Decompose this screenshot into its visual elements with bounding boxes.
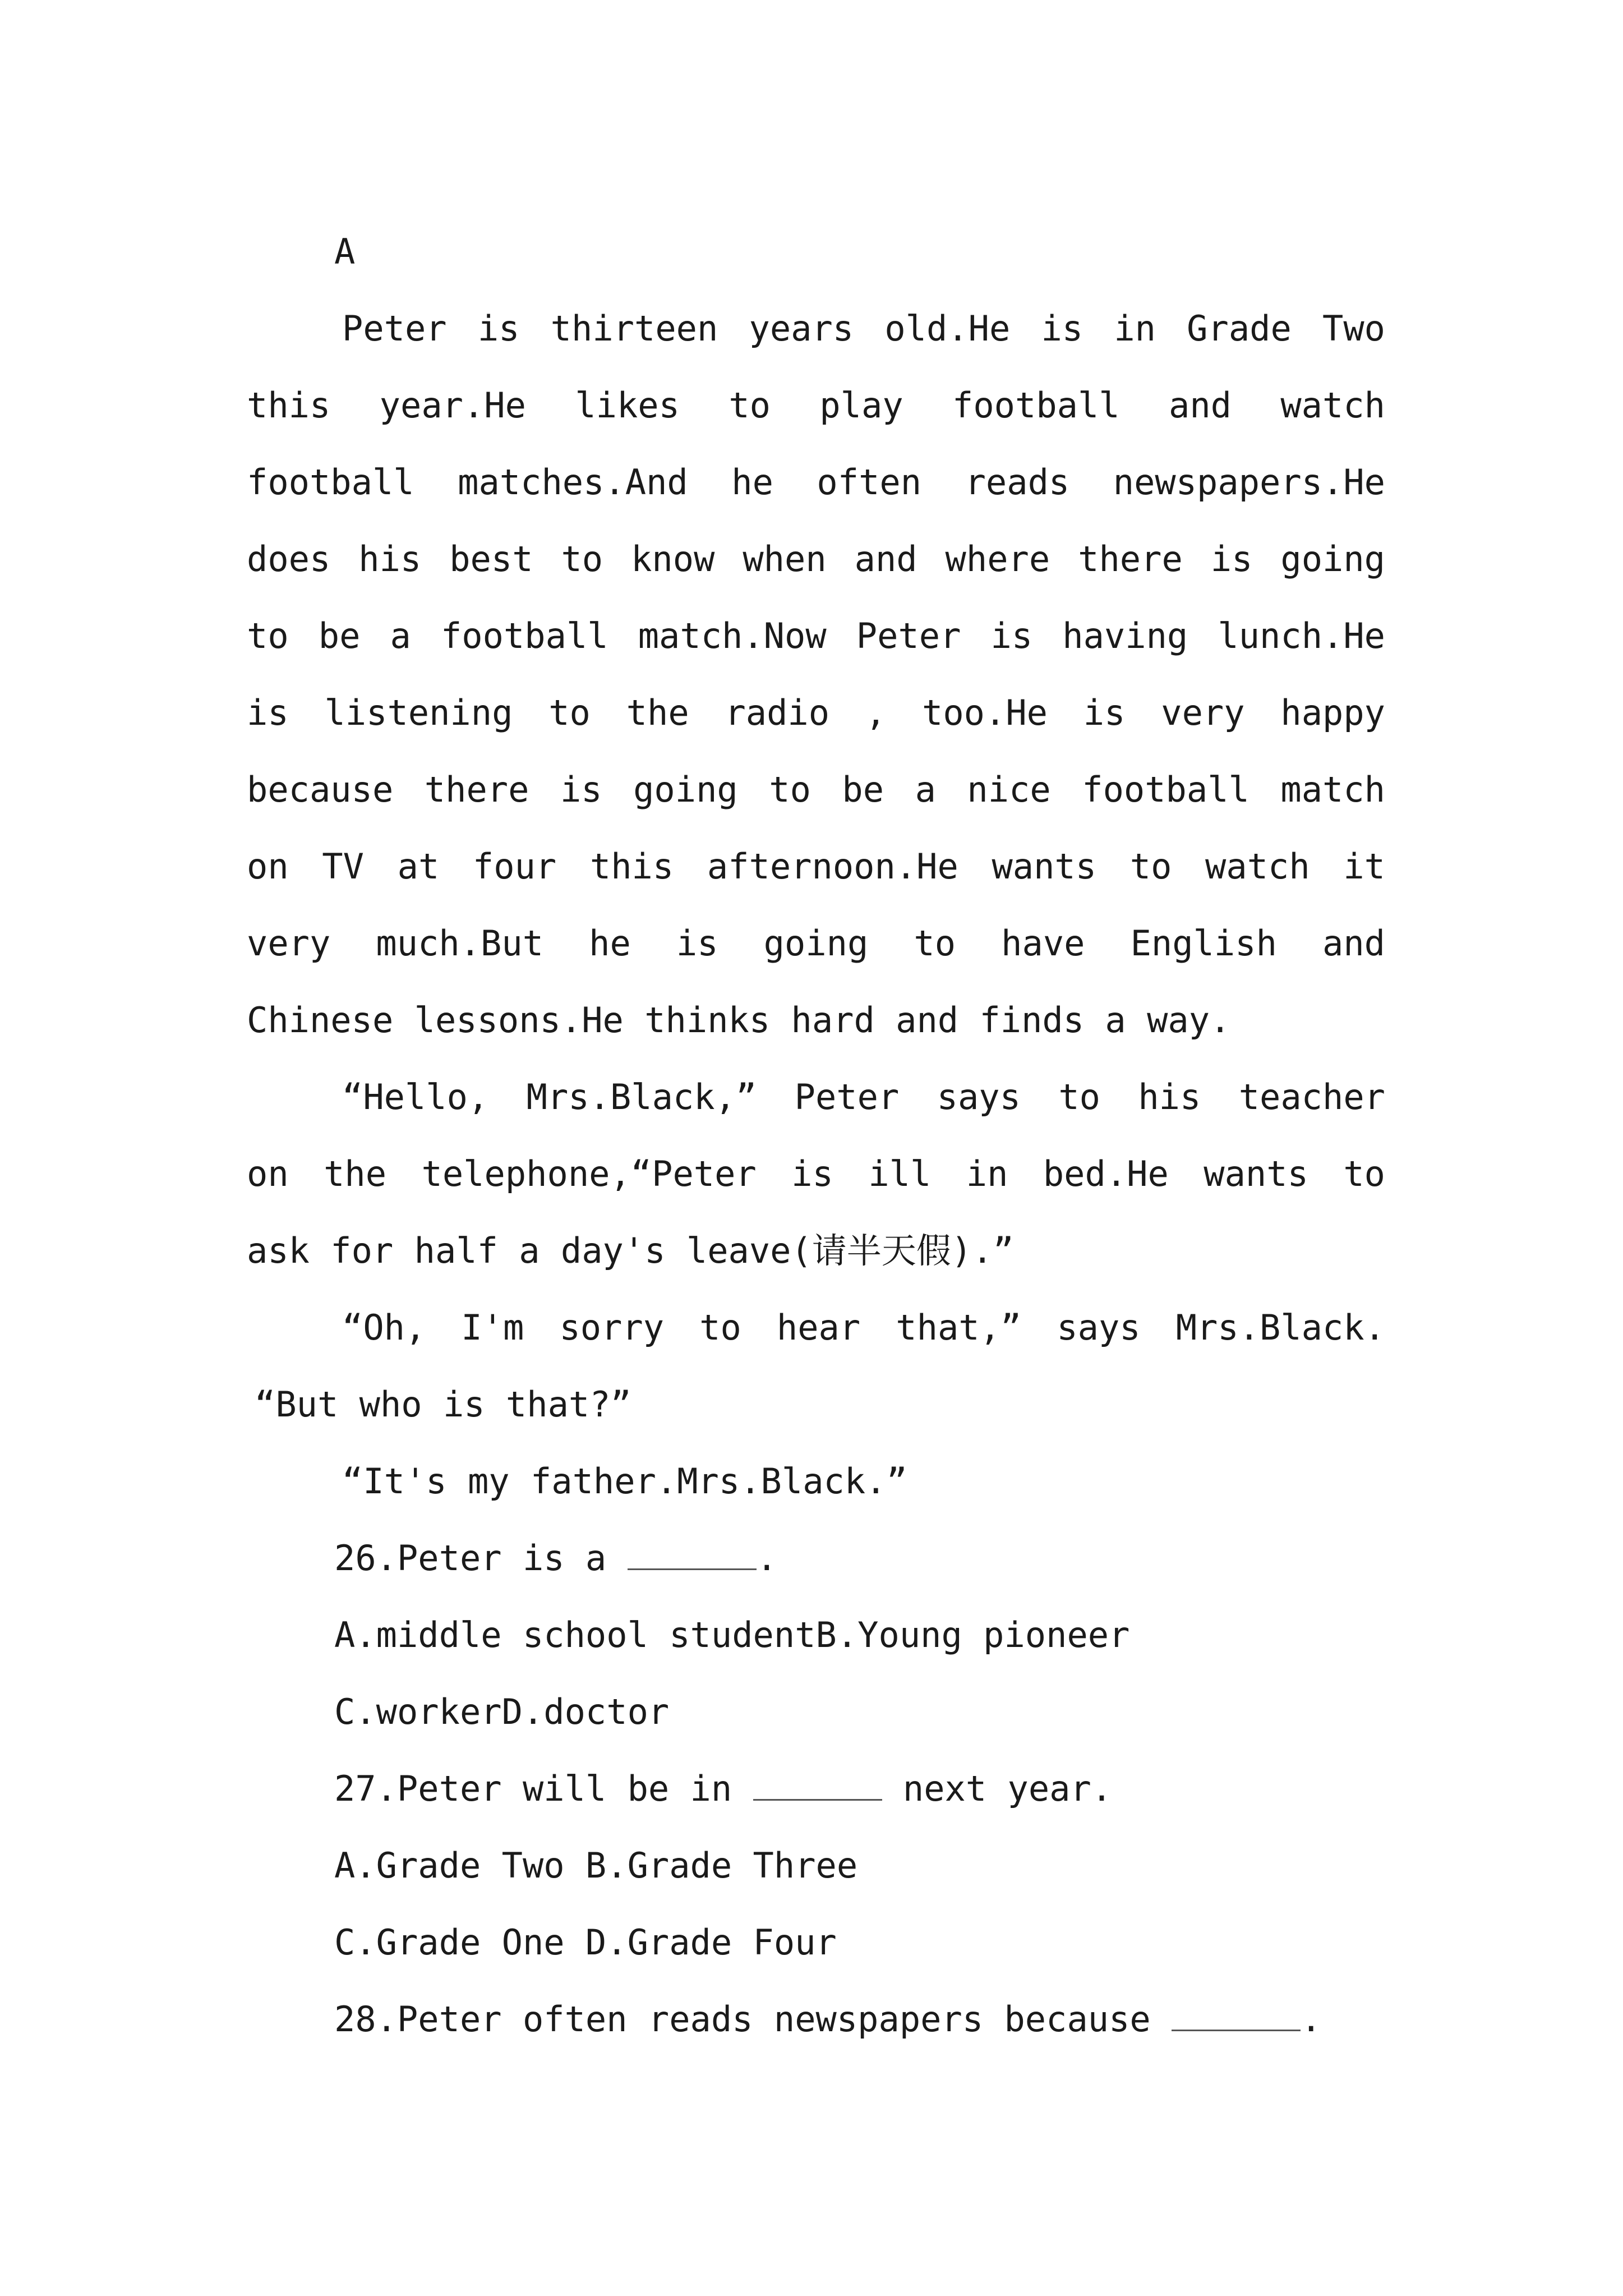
answer-blank bbox=[1172, 1998, 1301, 2031]
passage-paragraph-2 bbox=[247, 1059, 1385, 1289]
passage-line: on the telephone,“Peter is ill in bed.He wants to bbox=[247, 1153, 1385, 1194]
passage-paragraph-1 bbox=[247, 290, 1385, 1059]
question-stem-tail: . bbox=[1301, 1999, 1322, 2040]
question-stem-text: 27.Peter will be in bbox=[334, 1768, 753, 1809]
passage-line: this year.He likes to play football and watch bbox=[247, 385, 1385, 426]
passage-line: Peter is thirteen years old.He is in Grade Two bbox=[342, 308, 1385, 349]
passage-line: “It's my father.Mrs.Black.” bbox=[342, 1461, 907, 1502]
passage-line: “Hello, Mrs.Black,” Peter says to his teacher bbox=[342, 1076, 1385, 1117]
question-stem bbox=[247, 1520, 1385, 1596]
question-stem-text: 28.Peter often reads newspapers because bbox=[334, 1999, 1172, 2040]
passage-line: Chinese lessons.He thinks hard and finds a way. bbox=[247, 1000, 1231, 1041]
answer-blank bbox=[628, 1537, 757, 1570]
question-27 bbox=[247, 1750, 1385, 1981]
passage-paragraph-4 bbox=[247, 1443, 1385, 1520]
passage-line: football matches.And he often reads newspapers.He bbox=[247, 462, 1385, 503]
question-stem-text: 26.Peter is a bbox=[334, 1538, 628, 1579]
passage-line: ask for half a day's leave(请半天假).” bbox=[247, 1230, 1014, 1271]
passage-line: to be a football match.Now Peter is having lunch.He bbox=[247, 615, 1385, 656]
passage-line: “But who is that?” bbox=[255, 1384, 631, 1425]
passage-line: on TV at four this afternoon.He wants to watch it bbox=[247, 846, 1385, 887]
question-stem-tail: . bbox=[756, 1538, 777, 1579]
passage-line: very much.But he is going to have English and bbox=[247, 923, 1385, 964]
passage-paragraph-3 bbox=[247, 1289, 1385, 1443]
question-option: C.Grade One D.Grade Four bbox=[334, 1922, 837, 1963]
question-option: A.middle school studentB.Young pioneer bbox=[334, 1614, 1130, 1655]
question-28 bbox=[247, 1981, 1385, 2058]
question-26 bbox=[247, 1520, 1385, 1750]
question-option: C.workerD.doctor bbox=[334, 1691, 670, 1732]
passage-line: “Oh, I'm sorry to hear that,” says Mrs.Black. bbox=[342, 1307, 1385, 1348]
question-stem bbox=[247, 1750, 1385, 1827]
answer-blank bbox=[753, 1768, 882, 1801]
passage-line: because there is going to be a nice football match bbox=[247, 769, 1385, 810]
question-stem-tail: next year. bbox=[882, 1768, 1113, 1809]
passage-line: is listening to the radio , too.He is very happy bbox=[247, 692, 1385, 733]
passage-line: does his best to know when and where there is going bbox=[247, 539, 1385, 579]
document-page bbox=[247, 213, 1385, 2058]
question-option: A.Grade Two B.Grade Three bbox=[334, 1845, 858, 1886]
section-label: A bbox=[334, 231, 356, 272]
question-stem bbox=[247, 1981, 1385, 2058]
